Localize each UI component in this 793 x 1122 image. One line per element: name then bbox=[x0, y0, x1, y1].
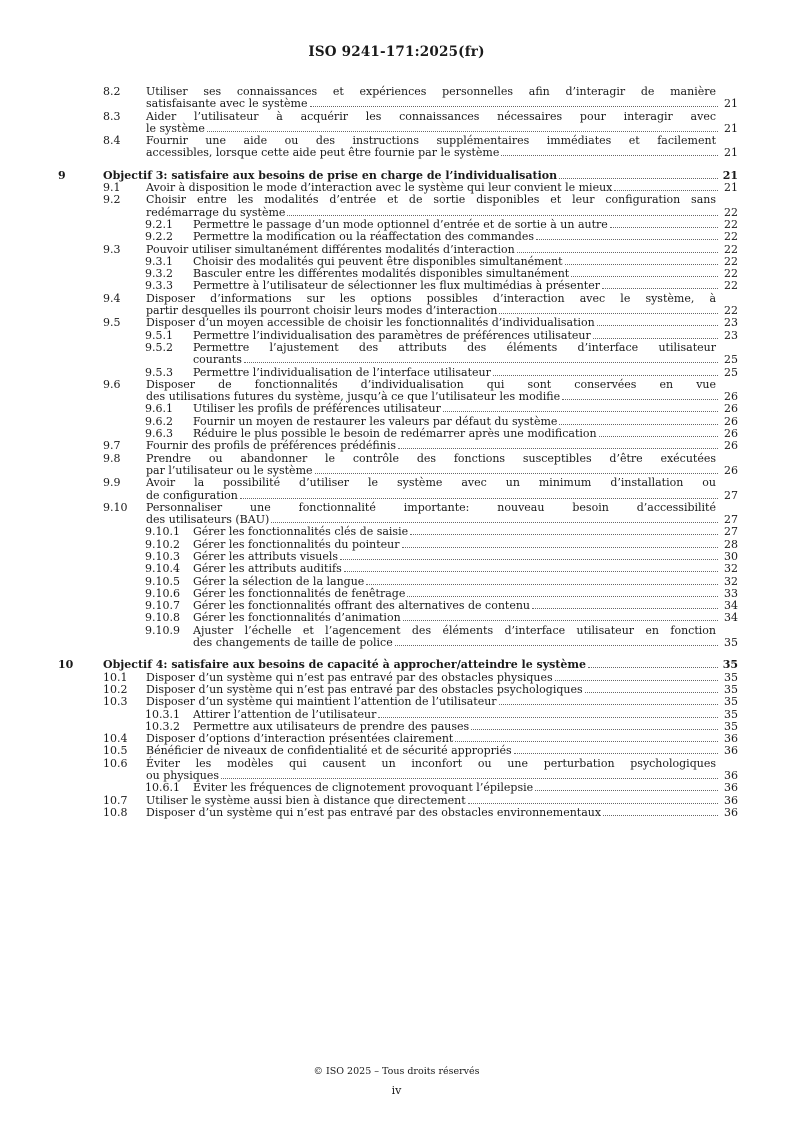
toc-entry[interactable] bbox=[58, 807, 738, 819]
toc-entry-title-line bbox=[146, 98, 738, 110]
toc-entry-title-line bbox=[193, 709, 738, 721]
toc-entry-title-line: Éviter les modèles qui causent un inconfort ou une perturbation psychologiques bbox=[146, 756, 716, 770]
toc-entry-page: 35 bbox=[722, 658, 738, 672]
dot-leader bbox=[603, 807, 718, 816]
toc-entry-title-line bbox=[193, 354, 738, 366]
dot-leader bbox=[240, 490, 718, 499]
toc-entry-page: 35 bbox=[724, 707, 738, 721]
toc-entry-number: 9.10.1 bbox=[145, 525, 180, 539]
toc-entry-number: 10 bbox=[58, 658, 74, 672]
toc-entry-title: Permettre le passage d’un mode optionnel d’entrée et de sortie à un autre bbox=[193, 217, 608, 231]
dot-leader bbox=[536, 231, 718, 240]
toc-entry-title-line bbox=[193, 526, 738, 538]
toc-entry[interactable] bbox=[58, 135, 738, 160]
toc-entry-number: 9.10.9 bbox=[145, 623, 180, 637]
toc-entry-title-line: Prendre ou abandonner le contrôle des fonctions susceptibles d’être exécutées bbox=[146, 451, 716, 465]
toc-entry-page: 27 bbox=[724, 488, 738, 502]
toc-entry-number: 9.9 bbox=[103, 476, 121, 490]
toc-entry-title-line bbox=[193, 367, 738, 379]
toc-entry-title: partir desquelles ils pourront choisir leurs modes d’interaction bbox=[146, 304, 498, 318]
toc-entry-title: Objectif 4: satisfaire aux besoins de capacité à approcher/atteindre le système bbox=[103, 658, 587, 672]
dot-leader bbox=[366, 576, 718, 585]
toc-entry-title-line bbox=[146, 317, 738, 329]
toc-entry-number: 9.2.2 bbox=[145, 230, 173, 244]
toc-entry-title: Permettre aux utilisateurs de prendre des pauses bbox=[193, 719, 470, 733]
toc-entry-page: 32 bbox=[724, 562, 738, 576]
dot-leader bbox=[532, 600, 718, 609]
toc-entry-number: 9.3.1 bbox=[145, 254, 173, 268]
toc-entry[interactable] bbox=[58, 526, 738, 538]
dot-leader bbox=[403, 612, 718, 621]
toc-entry-title-line: Fournir une aide ou des instructions supplémentaires immédiates et facilement bbox=[146, 134, 716, 148]
toc-entry-number: 10.3.2 bbox=[145, 719, 180, 733]
toc-entry-title: Gérer les fonctionnalités offrant des alternatives de contenu bbox=[193, 599, 530, 613]
toc-entry-page: 27 bbox=[724, 513, 738, 527]
toc-entry-title: Gérer les fonctionnalités d’animation bbox=[193, 611, 401, 625]
toc-entry-title-line bbox=[193, 612, 738, 624]
toc-entry-title-line bbox=[146, 807, 738, 819]
toc-entry-page: 21 bbox=[724, 146, 738, 160]
toc-entry-page: 32 bbox=[724, 574, 738, 588]
toc-entry-title: redémarrage du système bbox=[146, 205, 286, 219]
dot-leader bbox=[310, 98, 719, 107]
toc-entry-page: 34 bbox=[724, 599, 738, 613]
toc-entry-page: 28 bbox=[724, 537, 738, 551]
toc-entry-page: 22 bbox=[724, 267, 738, 281]
toc-entry[interactable] bbox=[58, 782, 738, 794]
dot-leader bbox=[614, 182, 718, 191]
toc-entry-number: 10.6.1 bbox=[145, 781, 180, 795]
dot-leader bbox=[398, 440, 718, 449]
toc-entry-number: 9.7 bbox=[103, 439, 121, 453]
dot-leader bbox=[499, 305, 718, 314]
toc-entry-title: courants bbox=[193, 353, 242, 367]
toc-entry-number: 10.2 bbox=[103, 682, 128, 696]
toc-entry-number: 8.4 bbox=[103, 134, 121, 148]
dot-leader bbox=[468, 795, 718, 804]
toc-entry-number: 9.2.1 bbox=[145, 217, 173, 231]
toc-entry-page: 33 bbox=[724, 586, 738, 600]
toc-entry-number: 9.8 bbox=[103, 451, 121, 465]
toc-entry-page: 22 bbox=[724, 279, 738, 293]
toc-entry-title: Disposer d’un moyen accessible de choisir les fonctionnalités d’individualisation bbox=[146, 316, 595, 330]
dot-leader bbox=[471, 721, 718, 730]
toc-entry-page: 21 bbox=[724, 97, 738, 111]
toc-entry-title-line: Choisir entre les modalités d’entrée et de sortie disponibles et leur configuration sans bbox=[146, 193, 716, 207]
dot-leader bbox=[244, 354, 718, 363]
toc-entry-page: 35 bbox=[724, 636, 738, 650]
toc-entry-title-line bbox=[193, 231, 738, 243]
dot-leader bbox=[610, 219, 718, 228]
toc-entry-title-line: Disposer de fonctionnalités d’individualisation qui sont conservées en vue bbox=[146, 377, 716, 391]
toc-entry-title: par l’utilisateur ou le système bbox=[146, 463, 313, 477]
toc-entry-title: Fournir des profils de préférences prédéfinis bbox=[146, 439, 397, 453]
toc-entry[interactable] bbox=[58, 367, 738, 379]
toc-entry-title: le système bbox=[146, 121, 205, 135]
dot-leader bbox=[514, 745, 718, 754]
toc-entry-title: Utiliser les profils de préférences utilisateur bbox=[193, 402, 441, 416]
toc-entry[interactable] bbox=[58, 502, 738, 527]
dot-leader bbox=[344, 563, 718, 572]
dot-leader bbox=[207, 123, 718, 132]
toc-entry[interactable] bbox=[58, 111, 738, 136]
toc-entry-number: 9.10.5 bbox=[145, 574, 180, 588]
toc-entry-title-line: Avoir la possibilité d’utiliser le système avec un minimum d’installation ou bbox=[146, 476, 716, 490]
toc-entry[interactable] bbox=[58, 231, 738, 243]
toc-entry-page: 21 bbox=[724, 121, 738, 135]
toc-entry-page: 30 bbox=[724, 549, 738, 563]
dot-leader bbox=[535, 782, 718, 791]
toc-entry-title: Gérer la sélection de la langue bbox=[193, 574, 365, 588]
toc-entry-number: 9.3.2 bbox=[145, 267, 173, 281]
toc-entry-number: 8.2 bbox=[103, 85, 121, 98]
dot-leader bbox=[517, 244, 718, 253]
toc-entry-title-line bbox=[193, 782, 738, 794]
toc-entry-number: 9.2 bbox=[103, 193, 121, 207]
dot-leader bbox=[585, 684, 718, 693]
toc-entry-page: 27 bbox=[724, 525, 738, 539]
dot-leader bbox=[410, 526, 718, 535]
toc-entry-page: 25 bbox=[724, 353, 738, 367]
toc-entry[interactable] bbox=[58, 403, 738, 415]
toc-entry[interactable] bbox=[58, 659, 738, 671]
toc-entry-title-line bbox=[146, 147, 738, 159]
toc-entry-page: 35 bbox=[724, 719, 738, 733]
toc-entry[interactable] bbox=[58, 563, 738, 575]
dot-leader bbox=[565, 256, 718, 265]
toc-entry-page: 36 bbox=[724, 805, 738, 819]
toc-entry-title: Gérer les fonctionnalités du pointeur bbox=[193, 537, 400, 551]
toc-entry-title-line bbox=[193, 403, 738, 415]
toc-entry-title: Réduire le plus possible le besoin de redémarrer après une modification bbox=[193, 427, 597, 441]
toc-entry-page: 26 bbox=[724, 439, 738, 453]
toc-entry-number: 10.1 bbox=[103, 670, 128, 684]
toc-entry-title: Gérer les attributs auditifs bbox=[193, 562, 342, 576]
toc-entry-number: 9.10.8 bbox=[145, 611, 180, 625]
toc-entry-page: 21 bbox=[722, 168, 738, 182]
dot-leader bbox=[602, 280, 718, 289]
page-number: iv bbox=[391, 1084, 402, 1097]
toc-entry-title: Bénéficier de niveaux de confidentialité et de sécurité appropriés bbox=[146, 744, 512, 758]
toc-entry-title: Permettre l’individualisation des paramètres de préférences utilisateur bbox=[193, 328, 591, 342]
toc-entry-page: 22 bbox=[724, 230, 738, 244]
toc-entry-page: 36 bbox=[724, 744, 738, 758]
toc-entry[interactable] bbox=[58, 440, 738, 452]
toc-entry[interactable] bbox=[58, 453, 738, 478]
toc-entry[interactable] bbox=[58, 244, 738, 256]
dot-leader bbox=[555, 672, 718, 681]
toc-entry-title-line: Ajuster l’échelle et l’agencement des éléments d’interface utilisateur en fonction bbox=[193, 623, 716, 637]
toc-entry-page: 35 bbox=[724, 682, 738, 696]
dot-leader bbox=[395, 637, 718, 646]
dot-leader bbox=[407, 588, 718, 597]
dot-leader bbox=[559, 170, 718, 179]
toc-entry[interactable] bbox=[58, 709, 738, 721]
toc-entry-title: Permettre l’individualisation de l’interface utilisateur bbox=[193, 365, 491, 379]
dot-leader bbox=[340, 551, 718, 560]
toc-entry[interactable] bbox=[58, 696, 738, 708]
toc-entry-title: satisfaisante avec le système bbox=[146, 97, 308, 111]
dot-leader bbox=[599, 428, 718, 437]
toc-entry[interactable] bbox=[58, 293, 738, 318]
toc-entry-page: 35 bbox=[724, 670, 738, 684]
toc-entry-title-line: Permettre l’ajustement des attributs des éléments d’interface utilisateur bbox=[193, 340, 716, 354]
toc-entry[interactable] bbox=[58, 342, 738, 367]
toc-entry[interactable] bbox=[58, 86, 738, 111]
toc-entry[interactable] bbox=[58, 194, 738, 219]
toc-entry-page: 22 bbox=[724, 205, 738, 219]
toc-entry-number: 9.5.3 bbox=[145, 365, 173, 379]
toc-entry-page: 26 bbox=[724, 463, 738, 477]
toc-entry-title: accessibles, lorsque cette aide peut être fournie par le système bbox=[146, 146, 500, 160]
dot-leader bbox=[597, 317, 718, 326]
toc-entry-number: 9.6.3 bbox=[145, 427, 173, 441]
toc-entry-title: Permettre la modification ou la réaffectation des commandes bbox=[193, 230, 534, 244]
toc-entry-title: Choisir des modalités qui peuvent être disponibles simultanément bbox=[193, 254, 563, 268]
toc-entry-number: 9.3 bbox=[103, 242, 121, 256]
toc-entry-title-line bbox=[146, 745, 738, 757]
toc-entry-page: 26 bbox=[724, 402, 738, 416]
toc-entry-title: Permettre à l’utilisateur de sélectionner les flux multimédias à présenter bbox=[193, 279, 600, 293]
toc-entry-title-line bbox=[146, 696, 738, 708]
dot-leader bbox=[315, 465, 718, 474]
toc-entry-title: Fournir un moyen de restaurer les valeurs par défaut du système bbox=[193, 414, 558, 428]
table-of-contents bbox=[58, 86, 738, 819]
toc-entry-title: Pouvoir utiliser simultanément différentes modalités d’interaction bbox=[146, 242, 515, 256]
toc-entry-title: Gérer les attributs visuels bbox=[193, 549, 338, 563]
toc-entry-number: 9.10.4 bbox=[145, 562, 180, 576]
toc-entry-page: 23 bbox=[724, 328, 738, 342]
toc-entry[interactable] bbox=[58, 317, 738, 329]
toc-entry-page: 36 bbox=[724, 793, 738, 807]
toc-entry-page: 22 bbox=[724, 304, 738, 318]
toc-entry-title: Objectif 3: satisfaire aux besoins de prise en charge de l’individualisation bbox=[103, 168, 558, 182]
toc-entry-page: 26 bbox=[724, 427, 738, 441]
toc-entry-title: Utiliser le système aussi bien à distance que directement bbox=[146, 793, 466, 807]
dot-leader bbox=[562, 391, 718, 400]
toc-entry-page: 22 bbox=[724, 254, 738, 268]
dot-leader bbox=[588, 659, 718, 668]
toc-entry-title: des utilisateurs (BAU) bbox=[146, 513, 270, 527]
toc-entry-title: des utilisations futures du système, jusqu’à ce que l’utilisateur les modifie bbox=[146, 390, 561, 404]
document-title: ISO 9241-171:2025(fr) bbox=[308, 44, 485, 60]
toc-entry-number: 9.6.1 bbox=[145, 402, 173, 416]
toc-entry-title-line: Aider l’utilisateur à acquérir les connaissances nécessaires pour interagir avec bbox=[146, 109, 716, 123]
toc-entry-page: 22 bbox=[724, 217, 738, 231]
toc-entry-page: 21 bbox=[724, 181, 738, 195]
toc-entry-title-line bbox=[193, 280, 738, 292]
toc-entry-number: 10.8 bbox=[103, 805, 128, 819]
toc-entry-page: 36 bbox=[724, 781, 738, 795]
toc-entry-title: Disposer d’un système qui n’est pas entravé par des obstacles physiques bbox=[146, 670, 553, 684]
toc-entry-number: 9.4 bbox=[103, 291, 121, 305]
toc-entry-number: 9 bbox=[58, 168, 66, 182]
dot-leader bbox=[271, 514, 718, 523]
toc-entry-title-line: Personnaliser une fonctionnalité importante: nouveau besoin d’accessibilité bbox=[146, 500, 716, 514]
dot-leader bbox=[493, 367, 718, 376]
dot-leader bbox=[378, 709, 718, 718]
toc-entry-title: Éviter les fréquences de clignotement provoquant l’épilepsie bbox=[193, 781, 534, 795]
toc-entry-title: Disposer d’un système qui n’est pas entravé par des obstacles environnementaux bbox=[146, 805, 602, 819]
toc-entry-title: ou physiques bbox=[146, 769, 219, 783]
toc-entry-number: 9.10.3 bbox=[145, 549, 180, 563]
toc-entry-number: 9.5.2 bbox=[145, 340, 173, 354]
dot-leader bbox=[287, 207, 718, 216]
dot-leader bbox=[455, 733, 718, 742]
toc-entry-title: Disposer d’un système qui n’est pas entravé par des obstacles psychologiques bbox=[146, 682, 583, 696]
toc-entry-number: 8.3 bbox=[103, 109, 121, 123]
toc-entry-title: Gérer les fonctionnalités clés de saisie bbox=[193, 525, 409, 539]
toc-entry-title: de configuration bbox=[146, 488, 238, 502]
toc-entry[interactable] bbox=[58, 379, 738, 404]
document-header bbox=[0, 44, 793, 60]
toc-entry-number: 10.5 bbox=[103, 744, 128, 758]
toc-entry-title-line: Utiliser ses connaissances et expériences personnelles afin d’interagir de manière bbox=[146, 85, 716, 98]
toc-entry-page: 22 bbox=[724, 242, 738, 256]
toc-entry-number: 10.3 bbox=[103, 695, 128, 709]
toc-entry-page: 26 bbox=[724, 390, 738, 404]
toc-entry-title: Avoir à disposition le mode d’interaction avec le système qui leur convient le mieux bbox=[146, 181, 613, 195]
toc-entry-number: 9.10.7 bbox=[145, 599, 180, 613]
toc-entry-title-line: Disposer d’informations sur les options possibles d’interaction avec le système, à bbox=[146, 291, 716, 305]
toc-entry-number: 9.10.2 bbox=[145, 537, 180, 551]
toc-entry-page: 36 bbox=[724, 732, 738, 746]
toc-entry-title-line bbox=[193, 563, 738, 575]
toc-entry-number: 9.5 bbox=[103, 316, 121, 330]
toc-entry-title: Attirer l’attention de l’utilisateur bbox=[193, 707, 377, 721]
toc-entry-title: Disposer d’options d’interaction présentées clairement bbox=[146, 732, 454, 746]
toc-entry-page: 36 bbox=[724, 769, 738, 783]
toc-entry-number: 10.3.1 bbox=[145, 707, 180, 721]
toc-entry-title-line bbox=[146, 440, 738, 452]
toc-entry-page: 26 bbox=[724, 414, 738, 428]
dot-leader bbox=[443, 403, 718, 412]
toc-entry-title-line bbox=[103, 659, 738, 671]
toc-entry-number: 10.7 bbox=[103, 793, 128, 807]
toc-entry-number: 9.10 bbox=[103, 500, 128, 514]
toc-entry-title-line bbox=[193, 637, 738, 649]
toc-entry-page: 23 bbox=[724, 316, 738, 330]
toc-entry[interactable] bbox=[58, 612, 738, 624]
toc-entry[interactable] bbox=[58, 625, 738, 650]
toc-entry-number: 9.3.3 bbox=[145, 279, 173, 293]
toc-entry-number: 10.6 bbox=[103, 756, 128, 770]
toc-entry-number: 9.6 bbox=[103, 377, 121, 391]
toc-entry-title: des changements de taille de police bbox=[193, 636, 393, 650]
toc-entry-number: 9.6.2 bbox=[145, 414, 173, 428]
toc-entry[interactable] bbox=[58, 758, 738, 783]
copyright-footer: © ISO 2025 – Tous droits réservés bbox=[313, 1066, 480, 1077]
dot-leader bbox=[499, 696, 718, 705]
toc-entry-number: 10.4 bbox=[103, 732, 128, 746]
dot-leader bbox=[221, 770, 718, 779]
toc-entry-title: Basculer entre les différentes modalités disponibles simultanément bbox=[193, 267, 570, 281]
toc-entry-number: 9.1 bbox=[103, 181, 121, 195]
dot-leader bbox=[559, 416, 718, 425]
dot-leader bbox=[501, 147, 718, 156]
toc-entry-number: 9.10.6 bbox=[145, 586, 180, 600]
toc-entry-title-line bbox=[146, 490, 738, 502]
dot-leader bbox=[593, 330, 718, 339]
toc-entry-page: 35 bbox=[724, 695, 738, 709]
toc-entry-page: 25 bbox=[724, 365, 738, 379]
toc-entry[interactable] bbox=[58, 477, 738, 502]
dot-leader bbox=[402, 539, 719, 548]
toc-entry[interactable] bbox=[58, 280, 738, 292]
toc-entry-title: Gérer les fonctionnalités de fenêtrage bbox=[193, 586, 406, 600]
toc-entry-number: 9.5.1 bbox=[145, 328, 173, 342]
toc-entry-page: 34 bbox=[724, 611, 738, 625]
dot-leader bbox=[571, 268, 718, 277]
toc-entry-title: Disposer d’un système qui maintient l’attention de l’utilisateur bbox=[146, 695, 497, 709]
toc-entry[interactable] bbox=[58, 745, 738, 757]
toc-entry-title-line bbox=[146, 244, 738, 256]
